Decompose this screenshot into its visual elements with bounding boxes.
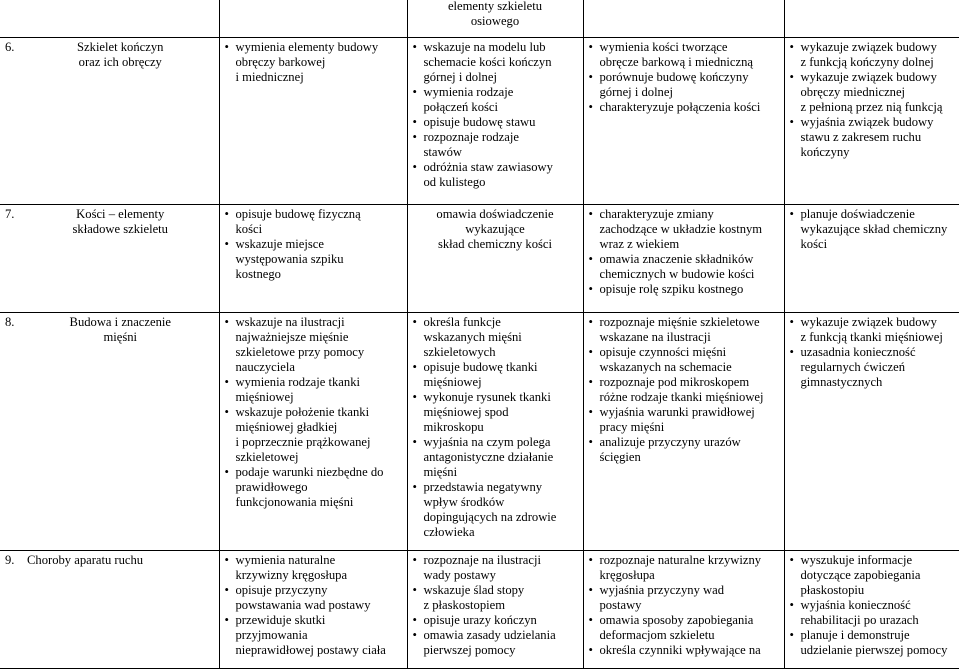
list-item <box>589 70 779 100</box>
cell-topic <box>0 551 219 669</box>
list-item <box>225 375 402 405</box>
list-item <box>413 85 578 115</box>
item-line: nieprawidłowej postawy ciała <box>235 643 386 657</box>
list-item <box>413 628 578 658</box>
row-number: 6. <box>5 40 15 54</box>
list-item <box>589 100 779 115</box>
list-item <box>225 583 402 613</box>
row-number: 8. <box>5 315 15 329</box>
topic-line: oraz ich obręczy <box>78 55 162 69</box>
item-line: z płaskostopiem <box>423 598 505 612</box>
cell-topic <box>0 313 219 551</box>
list-item <box>589 282 779 297</box>
item-line: od kulistego <box>423 175 486 189</box>
cell-topic <box>0 38 219 205</box>
item-line: • rozpoznaje pod mikroskopem <box>599 375 750 389</box>
requirement-list <box>225 553 402 658</box>
item-line: i miednicznej <box>235 70 304 84</box>
list-item <box>225 613 402 658</box>
item-line: • wyjaśnia na czym polega <box>423 435 551 449</box>
item-line: kości <box>800 237 828 251</box>
item-line: kostnego <box>235 267 281 281</box>
item-line: • opisuje budowę stawu <box>423 115 536 129</box>
list-item <box>413 115 578 130</box>
cell-c1 <box>219 313 407 551</box>
item-line: • opisuje czynności mięśni <box>599 345 727 359</box>
table-row <box>0 38 959 205</box>
item-line: wpływ środków <box>423 495 505 509</box>
item-line: • wykazuje związek budowy <box>800 315 937 329</box>
item-line: z funkcją kończyny dolnej <box>800 55 934 69</box>
list-item <box>413 360 578 390</box>
item-line: • charakteryzuje zmiany <box>599 207 714 221</box>
list-item <box>413 435 578 480</box>
item-line: górnej i dolnej <box>423 70 497 84</box>
item-line: rehabilitacji po urazach <box>800 613 919 627</box>
list-item <box>790 70 955 115</box>
item-line: szkieletowych <box>423 345 496 359</box>
cell-empty <box>583 0 784 38</box>
item-line: • omawia sposoby zapobiegania <box>599 613 754 627</box>
item-line: prawidłowego <box>235 480 308 494</box>
item-line: mięśni <box>423 465 458 479</box>
list-item <box>225 40 402 85</box>
list-item <box>790 628 955 658</box>
requirement-list <box>589 40 779 115</box>
list-item <box>413 160 578 190</box>
item-line: • przewiduje skutki <box>235 613 326 627</box>
item-line: z funkcją tkanki mięśniowej <box>800 330 943 344</box>
item-line: i poprzecznie prążkowanej <box>235 435 371 449</box>
cell-c3 <box>583 38 784 205</box>
list-item <box>589 435 779 465</box>
cell-line: elementy szkieletu <box>447 0 543 13</box>
requirement-list <box>589 315 779 465</box>
item-line: • planuje i demonstruje <box>800 628 910 642</box>
item-line: • opisuje przyczyny <box>235 583 328 597</box>
topic-line: mięśni <box>103 330 138 344</box>
item-line: z pełnioną przez nią funkcją <box>800 100 943 114</box>
item-line: • wskazuje ślad stopy <box>423 583 525 597</box>
list-item <box>790 345 955 390</box>
item-line: wady postawy <box>423 568 496 582</box>
cell-c3 <box>583 551 784 669</box>
item-line: człowieka <box>423 525 475 539</box>
item-line: • uzasadnia konieczność <box>800 345 916 359</box>
requirement-list <box>589 553 779 658</box>
list-item <box>413 553 578 583</box>
item-line: szkieletowe przy pomocy <box>235 345 365 359</box>
item-line: kończyny <box>800 145 850 159</box>
item-line: • odróżnia staw zawiasowy <box>423 160 553 174</box>
requirement-list <box>225 315 402 510</box>
item-line: dotyczące zapobiegania <box>800 568 921 582</box>
item-line: płaskostopiu <box>800 583 865 597</box>
list-item <box>413 583 578 613</box>
list-item <box>790 553 955 598</box>
item-line: gimnastycznych <box>800 375 883 389</box>
item-line: • charakteryzuje połączenia kości <box>599 100 761 114</box>
item-line: wykazujące skład chemiczny <box>800 222 948 236</box>
item-line: wskazanych mięśni <box>423 330 522 344</box>
item-line: • omawia znaczenie składników <box>599 252 754 266</box>
table-row <box>0 313 959 551</box>
list-item <box>790 315 955 345</box>
item-line: funkcjonowania mięśni <box>235 495 354 509</box>
topic-line: Szkielet kończyn <box>77 40 164 54</box>
item-line: • omawia zasady udzielania <box>423 628 556 642</box>
item-line: antagonistyczne działanie <box>423 450 554 464</box>
list-item <box>225 553 402 583</box>
list-item <box>589 553 779 583</box>
topic-line: składowe szkieletu <box>72 222 168 236</box>
requirement-list <box>790 207 955 252</box>
list-item <box>589 207 779 252</box>
item-line: wykazujące <box>465 222 525 236</box>
item-line: • opisuje rolę szpiku kostnego <box>599 282 744 296</box>
list-item <box>413 390 578 435</box>
list-item <box>225 237 402 282</box>
item-line: regularnych ćwiczeń <box>800 360 906 374</box>
list-item <box>589 613 779 643</box>
item-line: • opisuje urazy kończyn <box>423 613 537 627</box>
table-row-top-fragment <box>0 0 959 38</box>
cell-empty <box>784 0 959 38</box>
cell-c2 <box>407 38 583 205</box>
cell-empty <box>0 0 219 38</box>
item-line: • rozpoznaje rodzaje <box>423 130 519 144</box>
item-line: • określa czynniki wpływające na <box>599 643 761 657</box>
item-line: skład chemiczny kości <box>437 237 552 251</box>
list-item <box>790 115 955 160</box>
item-line: postawy <box>599 598 642 612</box>
cell-c1 <box>219 205 407 313</box>
item-line: deformacjom szkieletu <box>599 628 715 642</box>
cell-top-fragment <box>407 0 583 38</box>
list-item <box>589 405 779 435</box>
item-line: ścięgien <box>599 450 641 464</box>
item-line: szkieletowej <box>235 450 299 464</box>
cell-c4 <box>784 313 959 551</box>
requirement-list <box>589 207 779 297</box>
item-line: wraz z wiekiem <box>599 237 680 251</box>
topic-line: Choroby aparatu ruchu <box>27 553 144 567</box>
list-item <box>225 405 402 465</box>
item-line: • wskazuje na modelu lub <box>423 40 546 54</box>
list-item <box>589 375 779 405</box>
item-line: chemicznych w budowie kości <box>599 267 755 281</box>
item-line: • wyjaśnia warunki prawidłowej <box>599 405 755 419</box>
item-line: wskazane na ilustracji <box>599 330 711 344</box>
item-line: zachodzące w układzie kostnym <box>599 222 763 236</box>
item-line: • wykonuje rysunek tkanki <box>423 390 551 404</box>
cell-c4 <box>784 38 959 205</box>
list-item <box>225 465 402 510</box>
item-line: • wykazuje związek budowy <box>800 40 937 54</box>
item-line: • wymienia rodzaje <box>423 85 514 99</box>
item-line: przyjmowania <box>235 628 308 642</box>
table-row <box>0 205 959 313</box>
list-item <box>589 643 779 658</box>
item-line: mikroskopu <box>423 420 484 434</box>
item-line: • porównuje budowę kończyny <box>599 70 749 84</box>
item-line: pierwszej pomocy <box>423 643 516 657</box>
item-line: • przedstawia negatywny <box>423 480 543 494</box>
list-item <box>413 480 578 540</box>
requirement-list <box>413 553 578 658</box>
item-line: obręcze barkową i miedniczną <box>599 55 753 69</box>
item-line: krzywizny kręgosłupa <box>235 568 348 582</box>
cell-c4 <box>784 551 959 669</box>
requirement-list <box>225 207 402 282</box>
item-line: mięśniowej gładkiej <box>235 420 338 434</box>
item-line: • rozpoznaje mięśnie szkieletowe <box>599 315 760 329</box>
list-item <box>589 345 779 375</box>
requirement-list <box>790 553 955 658</box>
list-item <box>225 315 402 375</box>
item-line: • wskazuje na ilustracji <box>235 315 345 329</box>
item-line: obręczy miednicznej <box>800 85 906 99</box>
requirement-list <box>413 207 578 252</box>
item-line: • wymienia kości tworzące <box>599 40 728 54</box>
list-item <box>589 583 779 613</box>
item-line: • opisuje budowę fizyczną <box>235 207 361 221</box>
item-line: stawu z zakresem ruchu <box>800 130 922 144</box>
item-line: kości <box>235 222 263 236</box>
item-line: obręczy barkowej <box>235 55 326 69</box>
list-item <box>413 130 578 160</box>
item-line: kręgosłupa <box>599 568 655 582</box>
cell-c3 <box>583 205 784 313</box>
item-line: mięśniowej spod <box>423 405 509 419</box>
item-line: połączeń kości <box>423 100 498 114</box>
requirement-list <box>413 315 578 540</box>
list-item <box>790 40 955 70</box>
cell-c3 <box>583 313 784 551</box>
item-line: • wskazuje położenie tkanki <box>235 405 370 419</box>
item-line: schemacie kości kończyn <box>423 55 552 69</box>
item-line: • analizuje przyczyny urazów <box>599 435 741 449</box>
list-item <box>589 40 779 70</box>
table-row <box>0 551 959 669</box>
requirement-list <box>413 40 578 190</box>
cell-c2 <box>407 313 583 551</box>
item-line: występowania szpiku <box>235 252 344 266</box>
list-item <box>790 207 955 252</box>
item-line: • wskazuje miejsce <box>235 237 324 251</box>
requirement-list <box>790 315 955 390</box>
item-line: • wymienia elementy budowy <box>235 40 379 54</box>
cell-c1 <box>219 551 407 669</box>
item-line: • planuje doświadczenie <box>800 207 915 221</box>
item-line: dopingujących na zdrowie <box>423 510 557 524</box>
item-line: • wykazuje związek budowy <box>800 70 937 84</box>
item-line: omawia doświadczenie <box>436 207 554 221</box>
topic-line: Kości – elementy <box>76 207 165 221</box>
item-line: wskazanych na schemacie <box>599 360 732 374</box>
list-item <box>413 315 578 360</box>
row-number: 7. <box>5 207 15 221</box>
item-line: • wymienia rodzaje tkanki <box>235 375 360 389</box>
item-line: • wyszukuje informacje <box>800 553 913 567</box>
item-line: • rozpoznaje naturalne krzywizny <box>599 553 762 567</box>
item-line: • opisuje budowę tkanki <box>423 360 538 374</box>
requirement-list <box>790 40 955 160</box>
item-line: • podaje warunki niezbędne do <box>235 465 384 479</box>
list-item <box>589 252 779 282</box>
requirement-list <box>225 40 402 85</box>
row-number: 9. <box>5 553 15 567</box>
topic-line: Budowa i znaczenie <box>69 315 171 329</box>
item-line: udzielanie pierwszej pomocy <box>800 643 948 657</box>
item-line: pracy mięśni <box>599 420 665 434</box>
item-line: • wyjaśnia związek budowy <box>800 115 934 129</box>
item-line: • wymienia naturalne <box>235 553 336 567</box>
list-item <box>413 613 578 628</box>
item-line: stawów <box>423 145 462 159</box>
item-line: górnej i dolnej <box>599 85 673 99</box>
cell-line: osiowego <box>470 14 520 28</box>
list-item <box>589 315 779 345</box>
item-line: mięśniowej <box>423 375 482 389</box>
item-line: • rozpoznaje na ilustracji <box>423 553 541 567</box>
item-line: nauczyciela <box>235 360 295 374</box>
list-item <box>225 207 402 237</box>
cell-empty <box>219 0 407 38</box>
cell-c2 <box>407 205 583 313</box>
item-line: różne rodzaje tkanki mięśniowej <box>599 390 764 404</box>
cell-c4 <box>784 205 959 313</box>
item-line: • określa funkcje <box>423 315 501 329</box>
list-item <box>790 598 955 628</box>
item-line: mięśniowej <box>235 390 294 404</box>
item-line: powstawania wad postawy <box>235 598 371 612</box>
cell-topic <box>0 205 219 313</box>
item-line: najważniejsze mięśnie <box>235 330 349 344</box>
cell-c2 <box>407 551 583 669</box>
list-item <box>413 207 578 252</box>
item-line: • wyjaśnia konieczność <box>800 598 911 612</box>
item-line: • wyjaśnia przyczyny wad <box>599 583 724 597</box>
cell-c1 <box>219 38 407 205</box>
list-item <box>413 40 578 85</box>
